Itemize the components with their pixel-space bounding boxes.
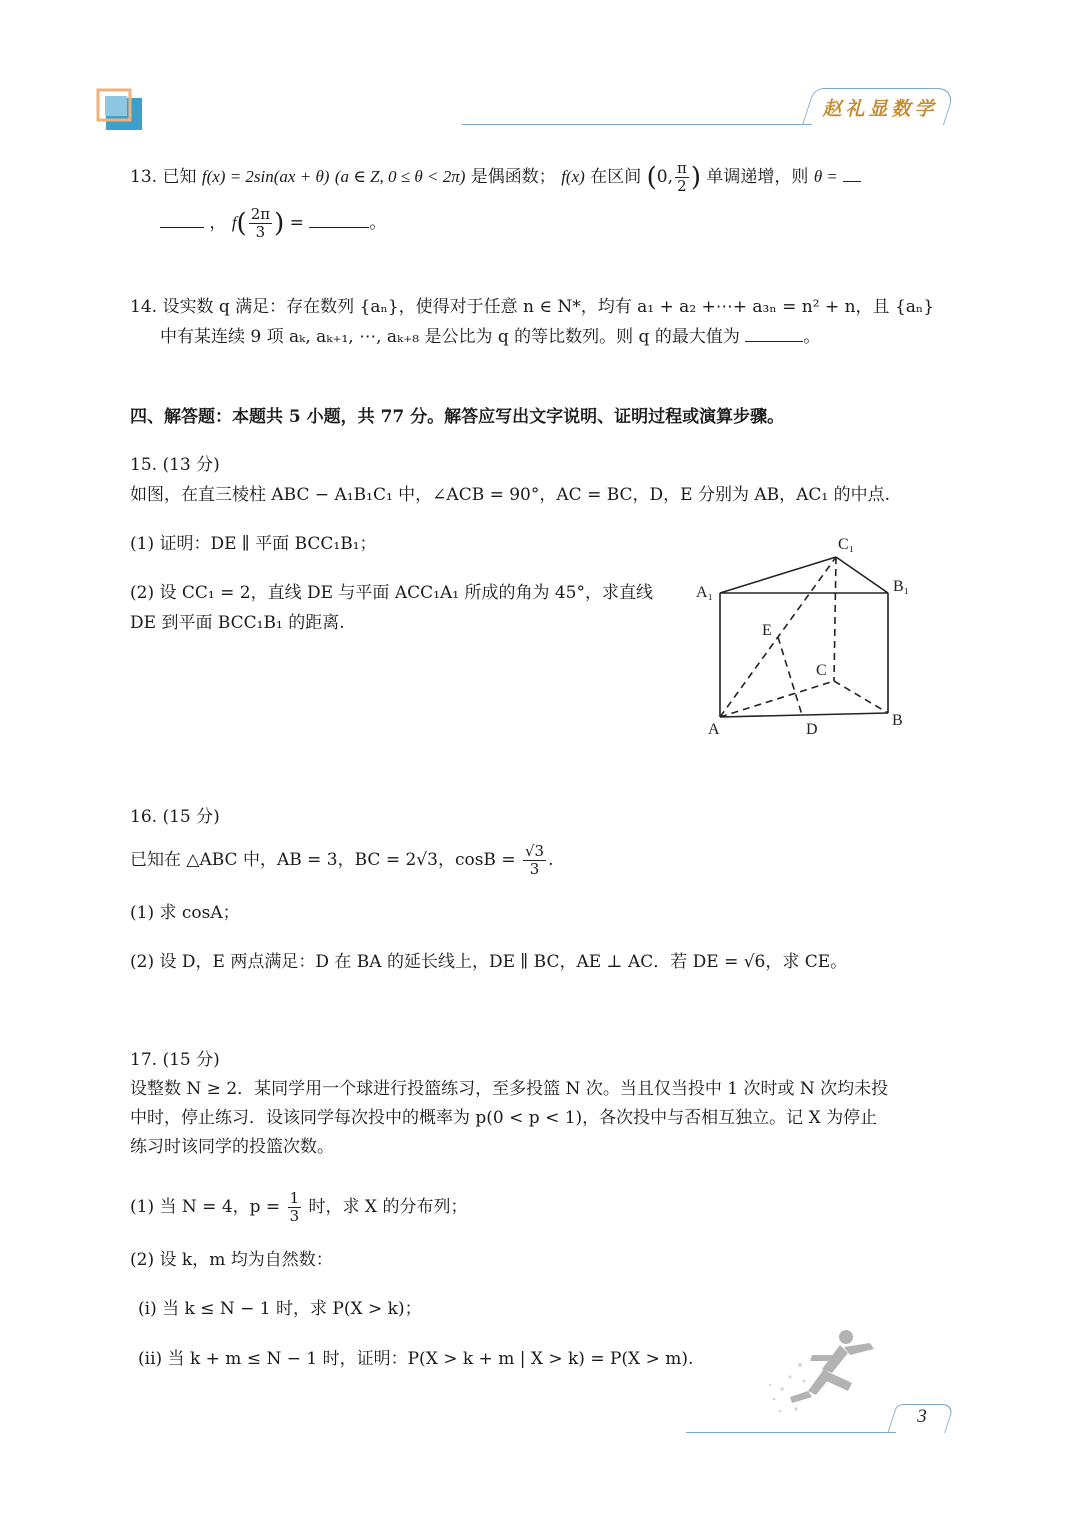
q17-header: 17. (15 分): [130, 1050, 220, 1070]
q13-pi-over-2: $\frac{\pi}{2}$: [677, 159, 687, 195]
q13-text: 是偶函数；: [470, 167, 556, 187]
edge-A-C: [720, 681, 834, 717]
edge-C-B: [834, 681, 888, 713]
q13-line1: 13. 已知 f(x) = 2sin(ax + θ) (a ∈ Z, 0 ≤ θ < 2π) 是偶函数； f(x) 在区间 (0, $\frac{\pi}{2}$ ) 单调递增，则 θ =: [130, 160, 861, 195]
q14-answer-blank[interactable]: [745, 327, 803, 342]
logo-squares-icon: [96, 88, 144, 132]
q16-stem: [130, 843, 554, 878]
q13-period: 。: [369, 213, 387, 233]
q15-part2-line2: DE 到平面 BCC₁B₁ 的距离.: [130, 613, 345, 633]
q16-text: 已知在 △ABC 中，AB = 3，BC = 2√3，cosB =: [130, 850, 516, 870]
edge-A-B: [720, 713, 888, 717]
q14-line2: [160, 325, 820, 349]
q14-line1: 14. 设实数 q 满足：存在数列 {aₙ}，使得对于任意 n ∈ N*，均有 a₁ + a₂ +⋯+ a₃ₙ = n² + n，且 {aₙ}: [130, 297, 935, 317]
q17-part2-ii: (ii) 当 k + m ≤ N − 1 时，证明：P(X > k + m | X > k) = P(X > m).: [138, 1349, 694, 1369]
prism-figure: [690, 525, 930, 745]
edge-C-C1: [834, 557, 836, 681]
q17-part2-i: (i) 当 k ≤ N − 1 时，求 P(X > k)；: [138, 1299, 422, 1319]
q13-line2: ， f( $\frac{2\pi}{3}$ ) = 。: [160, 206, 386, 241]
runner-icon: [760, 1325, 890, 1420]
q13-equals: =: [289, 213, 304, 233]
q13-text: 单调递增，则: [706, 167, 809, 187]
q16-part1: (1) 求 cosA；: [130, 903, 240, 923]
q17-line1: 设整数 N ≥ 2．某同学用一个球进行投篮练习，至多投篮 N 次。当且仅当投中 1 次时或 N 次均未投: [130, 1079, 889, 1099]
q15-part1: (1) 证明：DE ∥ 平面 BCC₁B₁；: [130, 534, 377, 554]
q17-line3: 练习时该同学的投篮次数。: [130, 1137, 334, 1157]
q15-part2-line1: (2) 设 CC₁ = 2，直线 DE 与平面 ACC₁A₁ 所成的角为 45°，求直线: [130, 583, 653, 603]
q17-one-third: $\frac{1}{3}$: [289, 1189, 300, 1225]
q13-text: 在区间: [590, 167, 642, 187]
q13-condition: (a ∈ Z, 0 ≤ θ < 2π): [334, 167, 466, 186]
label-C: C: [816, 662, 827, 679]
q17-text: (1) 当 N = 4，p =: [130, 1197, 281, 1217]
footer-rule: [686, 1432, 896, 1433]
label-A: A: [708, 721, 720, 738]
q13-text: 13. 已知: [130, 167, 197, 187]
label-E: E: [762, 622, 772, 639]
q17-line2: 中时，停止练习．设该同学每次投中的概率为 p(0 < p < 1)，各次投中与否相互独立。记 X 为停止: [130, 1108, 878, 1128]
q14-text: 中有某连续 9 项 aₖ, aₖ₊₁, ⋯, aₖ₊₈ 是公比为 q 的等比数列。则 q 的最大值为: [160, 327, 740, 347]
q16-header: 16. (15 分): [130, 807, 220, 827]
q13-answer-blank-1b[interactable]: [160, 213, 204, 228]
q16-sqrt3-over-3: $\frac{√3}{3}$: [524, 842, 545, 878]
q15-header: 15. (13 分): [130, 455, 220, 475]
segment-D-E: [778, 637, 802, 715]
q16-part2: (2) 设 D，E 两点满足：D 在 BA 的延长线上，DE ∥ BC，AE ⊥ AC．若 DE = √6，求 CE。: [130, 952, 848, 972]
edge-A1-C1: [720, 557, 836, 593]
header-title: 赵礼显数学: [822, 98, 938, 120]
q17-part2: (2) 设 k，m 均为自然数：: [130, 1250, 333, 1270]
q13-interval: 0,: [656, 167, 673, 187]
label-C1: C₁: [838, 536, 855, 553]
q13-f: f: [231, 213, 237, 232]
q13-theta: θ =: [813, 167, 838, 186]
label-A1: A₁: [696, 584, 714, 601]
edge-C1-B1: [836, 557, 888, 593]
header-rule: [462, 124, 812, 125]
q14-period: 。: [803, 327, 821, 347]
q13-function: f(x) = 2sin(ax + θ): [201, 167, 330, 186]
q13-2pi-over-3: $\frac{2\pi}{3}$: [250, 205, 271, 241]
q13-fx: f(x): [561, 167, 585, 186]
q17-text: 时，求 X 的分布列；: [308, 1197, 468, 1217]
q16-period: .: [548, 850, 554, 870]
page-number: 3: [917, 1406, 927, 1427]
q15-stem: 如图，在直三棱柱 ABC − A₁B₁C₁ 中，∠ACB = 90°，AC = BC，D，E 分别为 AB，AC₁ 的中点.: [130, 485, 891, 505]
q13-answer-blank-1a[interactable]: [843, 167, 861, 182]
q13-answer-blank-2[interactable]: [309, 213, 369, 228]
label-B1: B₁: [893, 578, 910, 595]
label-B: B: [892, 712, 903, 729]
q13-comma: ，: [209, 213, 227, 233]
section-4-title: 四、解答题：本题共 5 小题，共 77 分。解答应写出文字说明、证明过程或演算步骤。: [130, 407, 785, 427]
label-D: D: [806, 721, 818, 738]
q17-part1: [130, 1190, 467, 1225]
